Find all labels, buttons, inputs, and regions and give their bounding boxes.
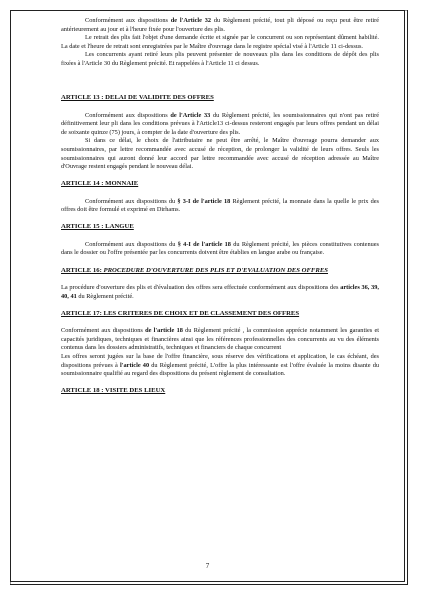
page-content	[61, 17, 379, 396]
paragraph-new-submissions: Les concurrents ayant retiré leurs plis peuvent présenter de nouveaux plis dans les conditions de dépôt des plis fixées à l'Article 30 du Règlement précité. Et rappelées à l'Article 11 ci dessus.	[61, 51, 379, 67]
document-page	[10, 10, 408, 585]
article-14-heading: ARTICLE 14 : MONNAIE	[61, 180, 139, 188]
article-15-heading: ARTICLE 15 : LANGUE	[61, 223, 134, 231]
article-17-heading: ARTICLE 17: LES CRITERES DE CHOIX ET DE CLASSEMENT DES OFFRES	[61, 309, 300, 317]
article-13-paragraph-1: Conformément aux dispositions de l'Article 33 du Règlement précité, les soumissionnaires qui n'ont pas retiré définitivement leur pli dans les conditions prévues à l'Article13 ci-dessus resteront engagés par leurs offres pendant un délai de soixante quinze (75) jours, à compter de la date d'ouverture des plis.	[61, 111, 379, 136]
article-17-paragraph-1: Conformément aux dispositions de l'article 18 du Règlement précité , la commission apprécie notamment les garanties et capacités juridiques, techniques et financières ainsi que les références professionnelles des concurrents au vu des éléments contenus dans les dossiers administratifs, techniques et financiers de chaque concurrent	[61, 327, 379, 352]
article-15-paragraph: Conformément aux dispositions du § 4-I de l'article 18 du Règlement précité, les pièces constitutives contenues dans le dossier ou l'offre présentée par les concurrents doivent être établies en langue arabe ou française.	[61, 240, 379, 257]
paragraph-withdrawal-request: Le retrait des plis fait l'objet d'une demande écrite et signée par le concurrent ou son représentant dûment habilité. La date et l'heure de retrait sont enregistrées par le Maître d'ouvrage dans le registre spécial visé à l'Article 11 ci-dessus.	[61, 34, 379, 50]
article-18-heading: ARTICLE 18 : VISITE DES LIEUX	[61, 387, 166, 395]
page-number: 7	[205, 562, 210, 571]
article-13-heading: ARTICLE 13 : DELAI DE VALIDITE DES OFFRES	[61, 94, 214, 102]
article-17-paragraph-2: Les offres seront jugées sur la base de l'offre financière, sous réserve des vérifications et application, le cas échéant, des dispositions prévues à l'article 40 du Règlement précité, L'offre la plus intéressante est l'offre évaluée la moins disante du soumissionnaire qualifié au regard des dispositions du présent règlement de consultation.	[61, 352, 379, 378]
article-16-paragraph: La procédure d'ouverture des plis et d'évaluation des offres sera effectuée conformément aux dispositions des articles 36, 39, 40, 41 du Règlement précité.	[61, 284, 379, 300]
paragraph-withdrawal: Conformément aux dispositions de l'Article 32 du Règlement précité, tout pli déposé ou reçu peut être retiré antérieurement au jour et à l'heure fixée pour l'ouverture des plis.	[61, 17, 379, 33]
article-16-heading: ARTICLE 16: PROCEDURE D'OUVERTURE DES PLIS ET D'EVALUATION DES OFFRES	[61, 266, 329, 274]
article-14-paragraph: Conformément aux dispositions du § 3-I de l'article 18 Règlement précité, la monnaie dans la quelle le prix des offres doit être formulé et exprimé en Dirhams.	[61, 197, 379, 214]
article-13-paragraph-2: Si dans ce délai, le choix de l'attributaire ne peut être arrêté, le Maître d'ouvrage pourra demander aux soumissionnaires, par lettre recommandée avec accusé de réception, de prolonger la validité de leurs offres. Seuls les soumissionnaires qui auront donné leur accord par lettre recommandée avec accusé de réception adressée au Maître d'Ouvrage restent engagés pendant le nouveau délai.	[61, 137, 379, 171]
